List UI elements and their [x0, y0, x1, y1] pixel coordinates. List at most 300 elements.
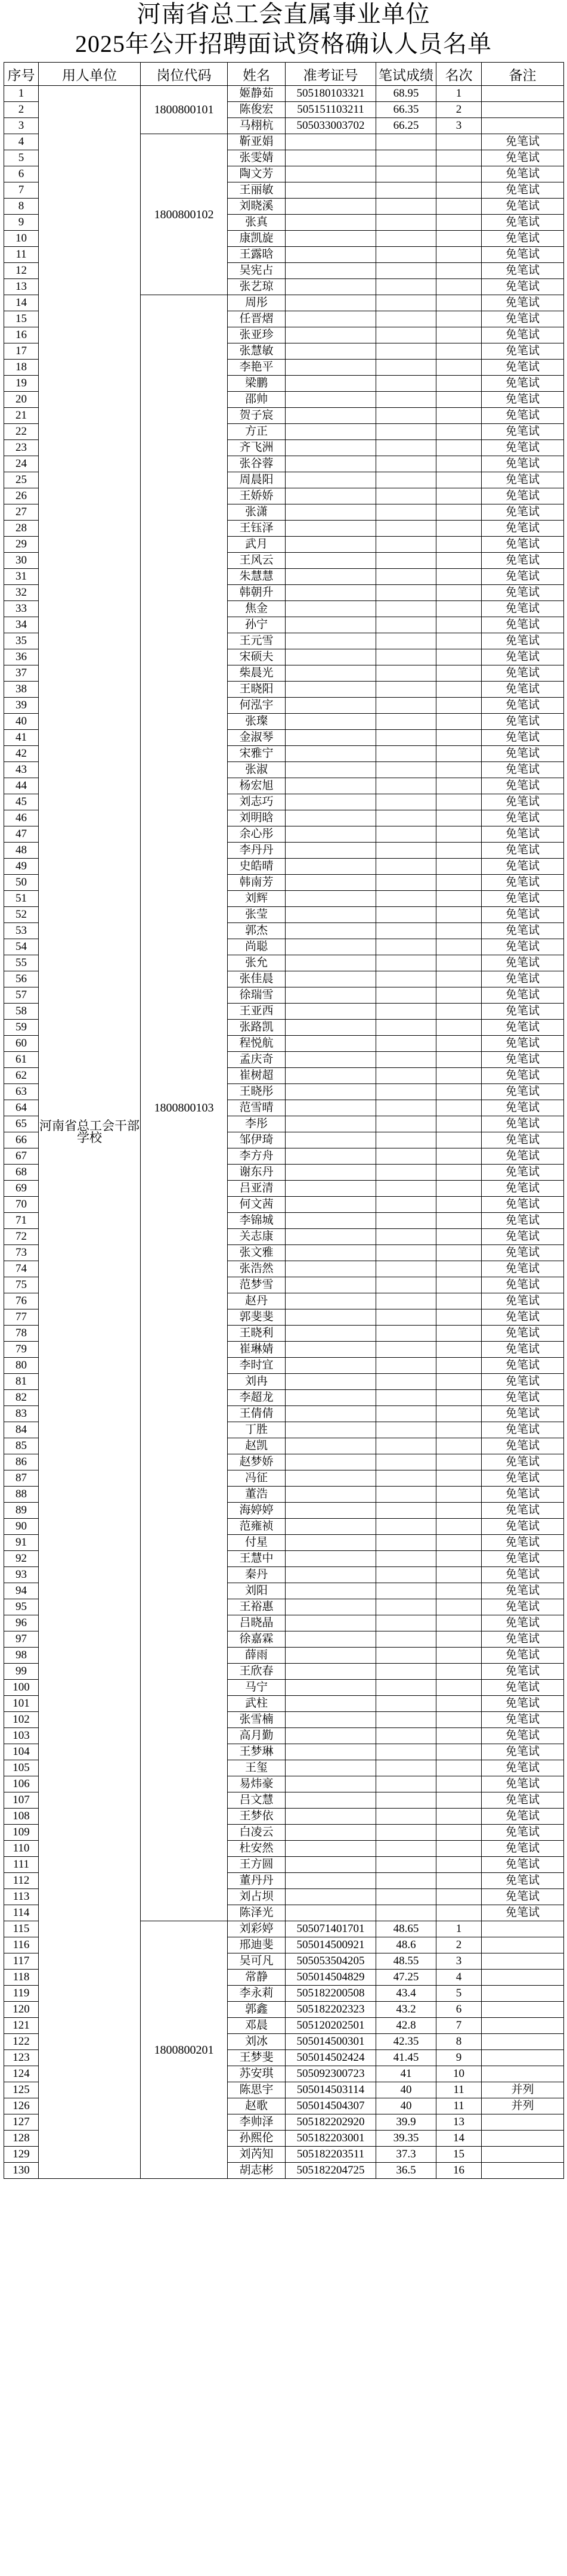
- rank: 3: [436, 1953, 482, 1970]
- ticket-number: [286, 1664, 376, 1680]
- rank: [436, 585, 482, 601]
- written-score: [376, 1358, 436, 1374]
- ticket-number: [286, 1567, 376, 1583]
- rank: [436, 1744, 482, 1760]
- ticket-number: [286, 665, 376, 682]
- candidate-name: 王晓利: [228, 1326, 286, 1342]
- rank: 4: [436, 1970, 482, 1986]
- candidate-name: 金淑琴: [228, 730, 286, 746]
- written-score: [376, 923, 436, 939]
- written-score: [376, 1181, 436, 1197]
- rank: 6: [436, 2002, 482, 2018]
- written-score: 42.8: [376, 2018, 436, 2034]
- ticket-number: [286, 730, 376, 746]
- ticket-number: [286, 1712, 376, 1728]
- candidate-name: 张慧敏: [228, 343, 286, 360]
- ticket-number: [286, 762, 376, 778]
- remarks: 免笔试: [482, 1342, 564, 1358]
- remarks: 免笔试: [482, 472, 564, 488]
- rank: [436, 521, 482, 537]
- rank: [436, 1165, 482, 1181]
- candidate-name: 张雯婧: [228, 150, 286, 166]
- written-score: [376, 1648, 436, 1664]
- rank: [436, 778, 482, 794]
- remarks: 免笔试: [482, 1487, 564, 1503]
- remarks: 免笔试: [482, 1792, 564, 1809]
- remarks: 免笔试: [482, 1776, 564, 1792]
- candidate-name: 马宁: [228, 1680, 286, 1696]
- written-score: [376, 939, 436, 955]
- candidate-name: 王露晗: [228, 247, 286, 263]
- ticket-number: [286, 955, 376, 971]
- ticket-number: [286, 1825, 376, 1841]
- rank: [436, 746, 482, 762]
- remarks: 免笔试: [482, 1889, 564, 1905]
- written-score: [376, 1535, 436, 1551]
- rank: [436, 231, 482, 247]
- rank: [436, 1116, 482, 1132]
- ticket-number: [286, 971, 376, 987]
- row-index: 21: [4, 408, 39, 424]
- ticket-number: 505182200508: [286, 1986, 376, 2002]
- written-score: [376, 1422, 436, 1438]
- ticket-number: 505071401701: [286, 1921, 376, 1937]
- written-score: [376, 682, 436, 698]
- row-index: 32: [4, 585, 39, 601]
- ticket-number: [286, 166, 376, 182]
- candidate-name: 关志康: [228, 1229, 286, 1245]
- ticket-number: [286, 1422, 376, 1438]
- row-index: 4: [4, 134, 39, 150]
- candidate-name: 常静: [228, 1970, 286, 1986]
- row-index: 90: [4, 1519, 39, 1535]
- rank: [436, 1084, 482, 1100]
- candidate-name: 崔琳婧: [228, 1342, 286, 1358]
- ticket-number: [286, 1841, 376, 1857]
- remarks: 免笔试: [482, 134, 564, 150]
- written-score: [376, 907, 436, 923]
- written-score: [376, 376, 436, 392]
- row-index: 128: [4, 2131, 39, 2147]
- written-score: [376, 665, 436, 682]
- candidate-name: 尚聪: [228, 939, 286, 955]
- candidate-name: 张文雅: [228, 1245, 286, 1261]
- rank: [436, 215, 482, 231]
- rank: [436, 440, 482, 456]
- row-index: 84: [4, 1422, 39, 1438]
- written-score: [376, 649, 436, 665]
- written-score: [376, 360, 436, 376]
- row-index: 126: [4, 2098, 39, 2114]
- candidate-name: 张谷蓉: [228, 456, 286, 472]
- row-index: 112: [4, 1873, 39, 1889]
- rank: [436, 263, 482, 279]
- rank: [436, 891, 482, 907]
- written-score: [376, 1809, 436, 1825]
- rank: [436, 1873, 482, 1889]
- written-score: [376, 1036, 436, 1052]
- row-index: 46: [4, 810, 39, 826]
- ticket-number: [286, 1438, 376, 1454]
- candidate-name: 吕晓晶: [228, 1615, 286, 1631]
- written-score: [376, 1583, 436, 1599]
- rank: 13: [436, 2114, 482, 2131]
- candidate-name: 周晨阳: [228, 472, 286, 488]
- ticket-number: [286, 376, 376, 392]
- candidate-name: 刘阳: [228, 1583, 286, 1599]
- ticket-number: 505092300723: [286, 2066, 376, 2082]
- ticket-number: [286, 1342, 376, 1358]
- row-index: 11: [4, 247, 39, 263]
- rank: [436, 939, 482, 955]
- row-index: 80: [4, 1358, 39, 1374]
- candidate-name: 李丹丹: [228, 843, 286, 859]
- remarks: 免笔试: [482, 360, 564, 376]
- candidate-name: 程悦航: [228, 1036, 286, 1052]
- candidate-name: 王欣春: [228, 1664, 286, 1680]
- row-index: 104: [4, 1744, 39, 1760]
- remarks: 免笔试: [482, 826, 564, 843]
- rank: 14: [436, 2131, 482, 2147]
- written-score: [376, 1245, 436, 1261]
- candidate-name: 王梦斐: [228, 2050, 286, 2066]
- written-score: [376, 1390, 436, 1406]
- rank: [436, 1148, 482, 1165]
- row-index: 116: [4, 1937, 39, 1953]
- remarks: 免笔试: [482, 279, 564, 295]
- row-index: 69: [4, 1181, 39, 1197]
- row-index: 94: [4, 1583, 39, 1599]
- ticket-number: [286, 1132, 376, 1148]
- remarks: 免笔试: [482, 1599, 564, 1615]
- written-score: [376, 1277, 436, 1293]
- row-index: 67: [4, 1148, 39, 1165]
- candidate-name: 韩朝升: [228, 585, 286, 601]
- rank: [436, 859, 482, 875]
- ticket-number: [286, 1197, 376, 1213]
- rank: [436, 1213, 482, 1229]
- ticket-number: [286, 585, 376, 601]
- candidate-name: 张真: [228, 215, 286, 231]
- row-index: 29: [4, 537, 39, 553]
- ticket-number: [286, 923, 376, 939]
- remarks: 免笔试: [482, 231, 564, 247]
- rank: [436, 537, 482, 553]
- ticket-number: [286, 826, 376, 843]
- remarks: 免笔试: [482, 1084, 564, 1100]
- remarks: 免笔试: [482, 987, 564, 1004]
- ticket-number: [286, 1760, 376, 1776]
- rank: 15: [436, 2147, 482, 2163]
- rank: [436, 1696, 482, 1712]
- candidate-name: 李艳平: [228, 360, 286, 376]
- remarks: 免笔试: [482, 376, 564, 392]
- candidate-name: 张亚珍: [228, 327, 286, 343]
- row-index: 100: [4, 1680, 39, 1696]
- written-score: [376, 955, 436, 971]
- written-score: [376, 794, 436, 810]
- ticket-number: [286, 1776, 376, 1792]
- remarks: 免笔试: [482, 247, 564, 263]
- rank: [436, 1841, 482, 1857]
- ticket-number: [286, 633, 376, 649]
- remarks: 免笔试: [482, 263, 564, 279]
- candidate-name: 张莹: [228, 907, 286, 923]
- candidate-name: 康凯旋: [228, 231, 286, 247]
- written-score: [376, 1889, 436, 1905]
- row-index: 41: [4, 730, 39, 746]
- rank: [436, 504, 482, 521]
- rank: 1: [436, 86, 482, 102]
- remarks: 免笔试: [482, 1229, 564, 1245]
- row-index: 105: [4, 1760, 39, 1776]
- remarks: 免笔试: [482, 1181, 564, 1197]
- candidate-name: 吕文慧: [228, 1792, 286, 1809]
- row-index: 78: [4, 1326, 39, 1342]
- remarks: [482, 2131, 564, 2147]
- row-index: 114: [4, 1905, 39, 1921]
- remarks: 并列: [482, 2082, 564, 2098]
- ticket-number: [286, 1020, 376, 1036]
- rank: [436, 295, 482, 311]
- written-score: [376, 1760, 436, 1776]
- header-ticket-number: 准考证号: [286, 63, 376, 86]
- row-index: 12: [4, 263, 39, 279]
- rank: [436, 408, 482, 424]
- candidate-name: 张潇: [228, 504, 286, 521]
- remarks: 免笔试: [482, 778, 564, 794]
- row-index: 119: [4, 1986, 39, 2002]
- candidate-name: 高月勤: [228, 1728, 286, 1744]
- row-index: 83: [4, 1406, 39, 1422]
- remarks: 免笔试: [482, 875, 564, 891]
- rank: [436, 1470, 482, 1487]
- remarks: 免笔试: [482, 1052, 564, 1068]
- rank: [436, 698, 482, 714]
- candidate-name: 张浩然: [228, 1261, 286, 1277]
- written-score: [376, 1326, 436, 1342]
- header-remarks: 备注: [482, 63, 564, 86]
- written-score: [376, 247, 436, 263]
- candidate-name: 刘冉: [228, 1374, 286, 1390]
- candidate-name: 范雍祯: [228, 1519, 286, 1535]
- rank: [436, 199, 482, 215]
- row-index: 2: [4, 102, 39, 118]
- candidate-name: 范雪晴: [228, 1100, 286, 1116]
- remarks: 免笔试: [482, 939, 564, 955]
- candidate-name: 刘芮知: [228, 2147, 286, 2163]
- row-index: 18: [4, 360, 39, 376]
- written-score: 37.3: [376, 2147, 436, 2163]
- candidate-name: 何泓宇: [228, 698, 286, 714]
- row-index: 106: [4, 1776, 39, 1792]
- remarks: [482, 1986, 564, 2002]
- remarks: 免笔试: [482, 1583, 564, 1599]
- rank: [436, 843, 482, 859]
- ticket-number: [286, 1648, 376, 1664]
- remarks: 免笔试: [482, 1615, 564, 1631]
- candidate-name: 赵凯: [228, 1438, 286, 1454]
- candidate-name: 刘彩婷: [228, 1921, 286, 1937]
- ticket-number: 505053504205: [286, 1953, 376, 1970]
- remarks: 免笔试: [482, 633, 564, 649]
- rank: [436, 1293, 482, 1309]
- ticket-number: [286, 1390, 376, 1406]
- rank: 5: [436, 1986, 482, 2002]
- rank: [436, 343, 482, 360]
- written-score: [376, 1293, 436, 1309]
- remarks: 免笔试: [482, 1503, 564, 1519]
- row-index: 129: [4, 2147, 39, 2163]
- candidate-name: 梁鹏: [228, 376, 286, 392]
- rank: [436, 472, 482, 488]
- row-index: 87: [4, 1470, 39, 1487]
- written-score: [376, 1084, 436, 1100]
- ticket-number: [286, 182, 376, 199]
- row-index: 10: [4, 231, 39, 247]
- table-row: [4, 86, 564, 102]
- candidate-name: 王晓彤: [228, 1084, 286, 1100]
- remarks: 免笔试: [482, 1760, 564, 1776]
- ticket-number: [286, 472, 376, 488]
- candidate-name: 董丹丹: [228, 1873, 286, 1889]
- row-index: 58: [4, 1004, 39, 1020]
- remarks: 免笔试: [482, 327, 564, 343]
- remarks: 免笔试: [482, 182, 564, 199]
- ticket-number: [286, 1599, 376, 1615]
- remarks: [482, 102, 564, 118]
- candidate-name: 李帅泽: [228, 2114, 286, 2131]
- written-score: [376, 1615, 436, 1631]
- rank: [436, 1358, 482, 1374]
- candidate-name: 李彤: [228, 1116, 286, 1132]
- remarks: 免笔试: [482, 1261, 564, 1277]
- remarks: 免笔试: [482, 488, 564, 504]
- ticket-number: 505014504307: [286, 2098, 376, 2114]
- rank: [436, 1454, 482, 1470]
- ticket-number: [286, 1245, 376, 1261]
- header-rank: 名次: [436, 63, 482, 86]
- written-score: [376, 1776, 436, 1792]
- written-score: [376, 263, 436, 279]
- rank: [436, 166, 482, 182]
- ticket-number: [286, 1470, 376, 1487]
- remarks: 免笔试: [482, 601, 564, 617]
- written-score: [376, 1825, 436, 1841]
- ticket-number: [286, 698, 376, 714]
- ticket-number: [286, 649, 376, 665]
- remarks: 免笔试: [482, 955, 564, 971]
- candidate-name: 王慧中: [228, 1551, 286, 1567]
- remarks: 免笔试: [482, 923, 564, 939]
- ticket-number: 505182203511: [286, 2147, 376, 2163]
- row-index: 108: [4, 1809, 39, 1825]
- ticket-number: [286, 1905, 376, 1921]
- ticket-number: [286, 1503, 376, 1519]
- row-index: 95: [4, 1599, 39, 1615]
- ticket-number: [286, 1261, 376, 1277]
- remarks: 免笔试: [482, 1148, 564, 1165]
- row-index: 38: [4, 682, 39, 698]
- written-score: [376, 182, 436, 199]
- written-score: [376, 1004, 436, 1020]
- ticket-number: 505182202323: [286, 2002, 376, 2018]
- position-code-cell: 1800800103: [141, 295, 228, 1921]
- ticket-number: [286, 1809, 376, 1825]
- row-index: 62: [4, 1068, 39, 1084]
- remarks: 并列: [482, 2098, 564, 2114]
- row-index: 9: [4, 215, 39, 231]
- position-code-cell: 1800800102: [141, 134, 228, 295]
- ticket-number: [286, 360, 376, 376]
- ticket-number: [286, 392, 376, 408]
- rank: [436, 456, 482, 472]
- remarks: 免笔试: [482, 1165, 564, 1181]
- row-index: 47: [4, 826, 39, 843]
- row-index: 88: [4, 1487, 39, 1503]
- written-score: [376, 231, 436, 247]
- rank: [436, 1728, 482, 1744]
- rank: [436, 907, 482, 923]
- written-score: [376, 1792, 436, 1809]
- row-index: 14: [4, 295, 39, 311]
- ticket-number: [286, 504, 376, 521]
- candidate-name: 李锦城: [228, 1213, 286, 1229]
- remarks: 免笔试: [482, 1664, 564, 1680]
- row-index: 35: [4, 633, 39, 649]
- remarks: [482, 1953, 564, 1970]
- remarks: 免笔试: [482, 746, 564, 762]
- ticket-number: 505182202920: [286, 2114, 376, 2131]
- written-score: 40: [376, 2082, 436, 2098]
- row-index: 59: [4, 1020, 39, 1036]
- ticket-number: [286, 1406, 376, 1422]
- candidate-name: 胡志彬: [228, 2163, 286, 2179]
- row-index: 107: [4, 1792, 39, 1809]
- written-score: [376, 504, 436, 521]
- candidate-name: 范梦雪: [228, 1277, 286, 1293]
- written-score: 39.35: [376, 2131, 436, 2147]
- row-index: 101: [4, 1696, 39, 1712]
- ticket-number: [286, 279, 376, 295]
- candidate-name: 姬静茹: [228, 86, 286, 102]
- remarks: 免笔试: [482, 408, 564, 424]
- ticket-number: [286, 1631, 376, 1648]
- ticket-number: [286, 1165, 376, 1181]
- rank: [436, 1132, 482, 1148]
- written-score: 66.25: [376, 118, 436, 134]
- rank: [436, 1261, 482, 1277]
- remarks: 免笔试: [482, 166, 564, 182]
- row-index: 123: [4, 2050, 39, 2066]
- rank: [436, 987, 482, 1004]
- rank: [436, 1503, 482, 1519]
- remarks: 免笔试: [482, 521, 564, 537]
- remarks: [482, 1921, 564, 1937]
- remarks: 免笔试: [482, 537, 564, 553]
- ticket-number: [286, 199, 376, 215]
- written-score: [376, 698, 436, 714]
- row-index: 98: [4, 1648, 39, 1664]
- written-score: [376, 1680, 436, 1696]
- rank: [436, 971, 482, 987]
- remarks: 免笔试: [482, 1567, 564, 1583]
- remarks: 免笔试: [482, 1857, 564, 1873]
- candidate-name: 武柱: [228, 1696, 286, 1712]
- written-score: 43.4: [376, 1986, 436, 2002]
- ticket-number: [286, 1744, 376, 1760]
- written-score: [376, 408, 436, 424]
